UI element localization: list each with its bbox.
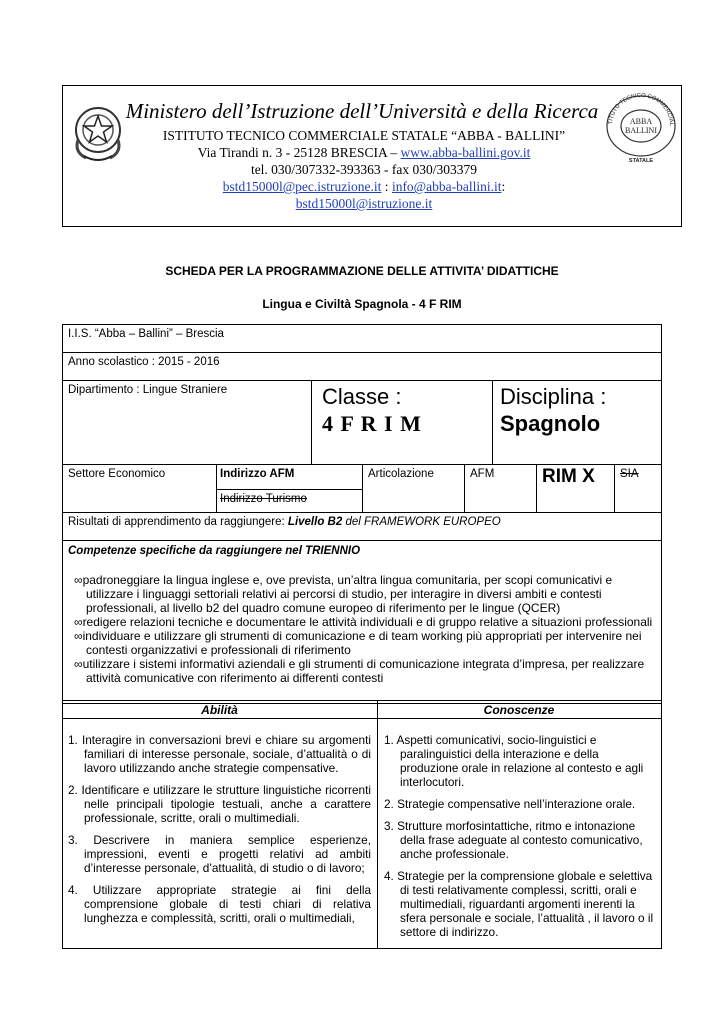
col-line xyxy=(536,464,537,512)
conoscenze-item: 3. Strutture morfosintattiche, ritmo e intonazione della frase adeguate al contesto comunicativo, anche professionale. xyxy=(384,819,643,861)
competenza-item xyxy=(72,629,662,657)
disciplina-value: Spagnolo xyxy=(500,411,601,436)
sia-cell: SIA xyxy=(620,468,639,480)
info-email-link[interactable]: info@abba-ballini.it xyxy=(391,179,502,194)
bullet-icon: ∞ xyxy=(74,629,83,643)
disciplina-label: Disciplina : xyxy=(500,384,607,409)
competenza-text: padroneggiare la lingua inglese e, ove prevista, un’altra lingua comunitaria, per scopi comunicativi e utilizzare i linguaggi settoriali relativi ai percorsi di studio, per interagire in diversi ambiti e contesti professionali, al livello b2 del quadro comune europeo di riferimento per le lingue (QCER) xyxy=(82,573,613,615)
risultati-prefix: Risultati di apprendimento da raggiungere: xyxy=(68,516,288,528)
seal-arc-text: TITUTO TECNICO COMMERCIAL xyxy=(608,92,675,127)
istruzione-email-link[interactable]: bstd15000l@istruzione.it xyxy=(295,196,433,211)
risultati-suffix: del FRAMEWORK EUROPEO xyxy=(342,516,501,528)
year-row: Anno scolastico : 2015 - 2016 xyxy=(68,356,220,368)
competenze-list xyxy=(72,573,662,685)
school-phone: tel. 030/307332-393363 - fax 030/303379 xyxy=(250,162,478,177)
competenza-text: redigere relazioni tecniche e documentare le attività individuali e di gruppo relative a situazioni professionali xyxy=(82,615,653,629)
abilita-list xyxy=(68,733,371,933)
abilita-item: 2. Identificare e utilizzare le strutture linguistiche ricorrenti nelle principali tipologie testuali, anche a carattere professionale, scritte, orali o multimediali. xyxy=(68,783,371,825)
risultati-level: Livello B2 xyxy=(287,516,343,528)
row-line xyxy=(62,700,662,701)
abilita-item: 4. Utilizzare appropriate strategie ai fini della comprensione globale di testi chiari di relativa lunghezza e complessità, scritti, orali o multimediali, xyxy=(68,883,371,925)
col-line xyxy=(492,380,493,464)
school-seal-icon xyxy=(598,88,684,166)
competenza-item xyxy=(72,573,662,615)
seal-statale: STATALE xyxy=(628,158,654,164)
settore-cell: Settore Economico xyxy=(68,468,166,480)
row-line xyxy=(62,948,662,949)
indirizzo-afm-cell: Indirizzo AFM xyxy=(220,468,295,480)
col-line xyxy=(311,380,312,464)
table-border-left xyxy=(62,324,63,949)
col-line xyxy=(216,464,217,512)
rim-cell: RIM X xyxy=(542,466,595,487)
classe-label: Classe : xyxy=(322,384,402,409)
row-line xyxy=(62,324,662,325)
competenza-item xyxy=(72,657,662,685)
row-line xyxy=(62,380,662,381)
school-name: ISTITUTO TECNICO COMMERCIALE STATALE “ABBA - BALLINI” xyxy=(162,128,566,143)
abilita-header: Abilità xyxy=(201,703,238,717)
col-line xyxy=(362,464,363,512)
school-emails xyxy=(130,178,598,195)
seal-abba: ABBA xyxy=(629,117,653,126)
department-cell: Dipartimento : Lingue Straniere xyxy=(68,384,228,396)
risultati-row xyxy=(68,515,501,529)
pec-email-link[interactable]: bstd15000l@pec.istruzione.it xyxy=(222,179,382,194)
conoscenze-item: 4. Strategie per la comprensione globale e selettiva di testi relativamente complessi, scritti, orali e multimediali, riguardanti argomenti inerenti la sfera personale e sociale, l’attualità , il lavoro o il settore di indirizzo. xyxy=(384,869,654,939)
abilita-item: 3. Descrivere in maniera semplice esperienze, impressioni, eventi e progetti relativi ad ambiti d’interesse personale, d’attualità, di studio o di lavoro; xyxy=(68,833,371,875)
conoscenze-header: Conoscenze xyxy=(483,703,555,717)
row-line xyxy=(62,718,662,719)
articolazione-cell: Articolazione xyxy=(368,468,434,480)
school-row: I.I.S. “Abba – Ballini” – Brescia xyxy=(68,328,224,340)
document-title: SCHEDA PER LA PROGRAMMAZIONE DELLE ATTIVITA’ DIDATTICHE xyxy=(165,264,559,278)
col-line xyxy=(464,464,465,512)
afm-cell: AFM xyxy=(470,468,495,480)
classe-value: 4 F R I M xyxy=(322,411,422,436)
document-subtitle: Lingua e Civiltà Spagnola - 4 F RIM xyxy=(262,297,462,311)
conoscenze-item: 1. Aspetti comunicativi, socio-linguistici e paralinguistici della interazione e della produzione orale in relazione al contesto e agli interlocutori. xyxy=(384,733,644,789)
website-link[interactable]: www.abba-ballini.gov.it xyxy=(400,145,531,160)
col-line xyxy=(377,700,378,948)
competenze-title: Competenze specifiche da raggiungere nel TRIENNIO xyxy=(68,545,361,557)
competenza-item xyxy=(72,615,662,629)
row-line xyxy=(62,352,662,353)
bullet-icon: ∞ xyxy=(74,657,83,671)
ministry-title: Ministero dell’Istruzione dell’Università e della Ricerca xyxy=(125,99,599,123)
competenza-text: individuare e utilizzare gli strumenti di comunicazione e di team working più appropriati per intervenire nei contesti organizzativi e professionali di riferimento xyxy=(82,629,642,657)
email-colon: : xyxy=(501,179,506,194)
abilita-item: 1. Interagire in conversazioni brevi e chiare su argomenti familiari di interesse personale, sociale, d’attualità o di lavoro utilizzando anche strategie compensative. xyxy=(68,733,371,775)
conoscenze-list xyxy=(384,733,654,947)
address-text: Via Tirandi n. 3 - 25128 BRESCIA – xyxy=(197,145,401,160)
row-line xyxy=(216,489,362,490)
row-line xyxy=(62,540,662,541)
col-line xyxy=(614,464,615,512)
school-email-istr xyxy=(130,195,598,212)
row-line xyxy=(62,512,662,513)
school-address xyxy=(130,144,598,161)
bullet-icon: ∞ xyxy=(74,615,83,629)
bullet-icon: ∞ xyxy=(74,573,83,587)
seal-ballini: BALLINI xyxy=(625,126,657,135)
competenza-text: utilizzare i sistemi informativi aziendali e gli strumenti di comunicazione integrata d’impresa, per realizzare attività comunicative con riferimento ai differenti contesti xyxy=(82,657,645,685)
email-separator: : xyxy=(381,179,392,194)
indirizzo-turismo-cell: Indirizzo Turismo xyxy=(220,493,307,505)
conoscenze-item: 2. Strategie compensative nell’interazione orale. xyxy=(384,797,636,811)
